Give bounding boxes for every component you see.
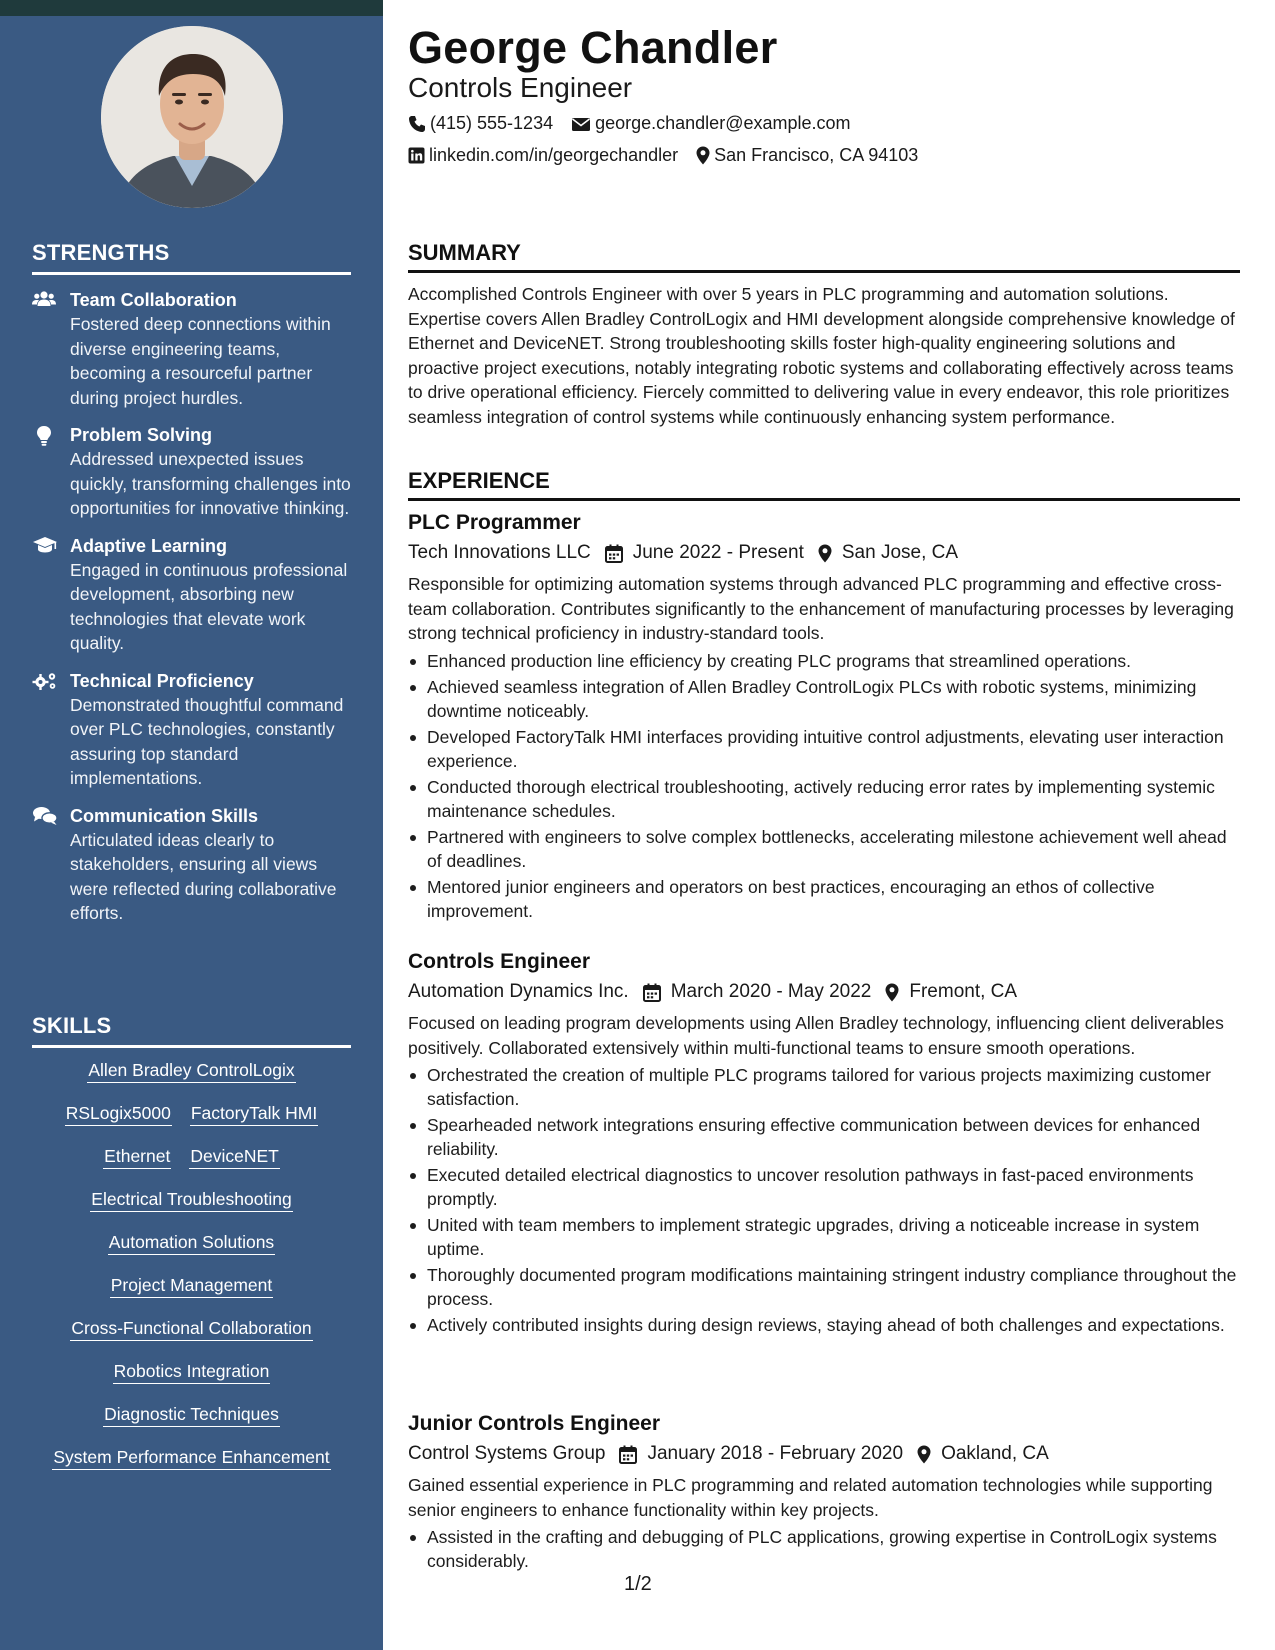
calendar-icon (643, 983, 661, 1002)
location-text: San Francisco, CA 94103 (714, 145, 919, 165)
sidebar (0, 0, 383, 1650)
email-text: george.chandler@example.com (595, 113, 851, 133)
strength-title: Communication Skills (70, 805, 259, 826)
job-dates (619, 1441, 903, 1467)
linkedin-text: linkedin.com/in/georgechandler (429, 145, 679, 165)
strength-title: Team Collaboration (70, 290, 237, 310)
job-dates-text: January 2018 - February 2020 (647, 1443, 904, 1464)
job-title: Controls Engineer (408, 950, 591, 973)
map-marker-icon (818, 544, 832, 563)
job-entry (408, 948, 1240, 1339)
job-bullet: Assisted in the crafting and debugging of PLC applications, growing expertise in ControlLogix systems considerably. (408, 1525, 1240, 1573)
contact-row (408, 145, 936, 166)
job-meta (408, 540, 1240, 566)
job-bullet: Actively contributed insights during design reviews, staying ahead of both challenges and expectations. (408, 1313, 1240, 1337)
job-bullet: Developed FactoryTalk HMI interfaces providing intuitive control adjustments, elevating user interaction experience. (408, 725, 1240, 773)
skill-tag: RSLogix5000 (65, 1103, 172, 1126)
job-entry (408, 509, 1240, 925)
strength-item (32, 534, 354, 656)
job-dates-text: March 2020 - May 2022 (670, 981, 872, 1002)
summary-heading: SUMMARY (408, 240, 1240, 273)
job-bullet: Thoroughly documented program modifications maintaining stringent industry compliance throughout the process. (408, 1263, 1240, 1311)
strengths-heading: STRENGTHS (32, 240, 351, 275)
contact-phone[interactable] (408, 113, 553, 134)
job-bullet: Achieved seamless integration of Allen Bradley ControlLogix PLCs with robotic systems, minimizing downtime noticeably. (408, 675, 1240, 723)
strength-item (32, 804, 354, 926)
job-dates (605, 540, 804, 566)
experience-heading: EXPERIENCE (408, 468, 1240, 501)
candidate-role: Controls Engineer (408, 72, 633, 103)
envelope-icon (571, 116, 591, 132)
users-icon (32, 288, 70, 410)
job-company: Tech Innovations LLC (408, 542, 591, 563)
strength-title: Adaptive Learning (70, 535, 228, 556)
strength-item (32, 423, 354, 521)
job-location (818, 540, 958, 566)
contact-location (696, 145, 918, 166)
job-dates-text: June 2022 - Present (632, 542, 804, 563)
map-marker-icon (917, 1445, 931, 1464)
job-bullets (408, 1063, 1240, 1337)
job-meta (408, 1441, 1240, 1467)
strength-description: Articulated ideas clearly to stakeholders, ensuring all views were reflected during collaborative efforts. (70, 829, 337, 923)
skill-tag: Electrical Troubleshooting (90, 1189, 292, 1212)
job-description: Responsible for optimizing automation systems through advanced PLC programming and effective cross-team collaboration. Contributes significantly to the enhancement of manufacturing processes by leveraging strong technical proficiency in industry-standard tools. (408, 574, 1234, 643)
skill-tag: Allen Bradley ControlLogix (87, 1060, 295, 1083)
calendar-icon (605, 544, 623, 563)
job-location (917, 1441, 1049, 1467)
skill-tag: Cross-Functional Collaboration (70, 1318, 312, 1341)
job-company: Control Systems Group (408, 1443, 606, 1464)
skill-tag: Automation Solutions (108, 1232, 275, 1255)
job-dates (643, 979, 872, 1005)
phone-icon (408, 115, 426, 133)
job-description: Focused on leading program developments using Allen Bradley technology, influencing client deliverables positively. Collaborated extensively within multi-functional teams to ensure smooth operations. (408, 1013, 1224, 1058)
contact-linkedin[interactable] (408, 145, 678, 166)
skill-tag: Ethernet (103, 1146, 171, 1169)
skill-tag: Robotics Integration (113, 1361, 271, 1384)
comments-icon (32, 804, 70, 926)
skills-heading: SKILLS (32, 1013, 351, 1048)
strength-title: Problem Solving (70, 425, 213, 445)
job-bullet: Spearheaded network integrations ensuring effective communication between devices for enhanced reliability. (408, 1113, 1240, 1161)
job-description: Gained essential experience in PLC programming and related automation technologies while supporting senior engineers to enhance functionality within key projects. (408, 1475, 1213, 1520)
job-bullet: United with team members to implement strategic upgrades, driving a noticeable increase in system uptime. (408, 1213, 1240, 1261)
graduation-cap-icon (32, 534, 70, 656)
gears-icon (32, 669, 70, 791)
strength-description: Addressed unexpected issues quickly, transforming challenges into opportunities for innovative thinking. (70, 449, 351, 518)
job-bullet: Conducted thorough electrical troubleshooting, actively reducing error rates by implementing systemic maintenance schedules. (408, 775, 1240, 823)
skill-tag: System Performance Enhancement (52, 1447, 330, 1470)
job-bullet: Partnered with engineers to solve complex bottlenecks, accelerating milestone achievement well ahead of deadlines. (408, 825, 1240, 873)
avatar (101, 26, 283, 208)
job-bullets (408, 1525, 1240, 1573)
strengths-list (32, 288, 354, 939)
strength-description: Fostered deep connections within diverse engineering teams, becoming a resourceful partner during project hurdles. (70, 314, 331, 408)
job-bullet: Orchestrated the creation of multiple PLC programs tailored for various projects maximizing customer satisfaction. (408, 1063, 1240, 1111)
map-marker-icon (696, 146, 710, 165)
job-bullet: Executed detailed electrical diagnostics to uncover resolution pathways in fast-paced environments promptly. (408, 1163, 1240, 1211)
job-title: Junior Controls Engineer (408, 1412, 661, 1435)
job-bullet: Enhanced production line efficiency by creating PLC programs that streamlined operations. (408, 649, 1240, 673)
lightbulb-icon (32, 423, 70, 521)
skills-list (32, 1060, 351, 1490)
skill-tag: Diagnostic Techniques (103, 1404, 280, 1427)
skill-tag: DeviceNET (189, 1146, 280, 1169)
contact-row (408, 113, 869, 134)
job-bullet: Mentored junior engineers and operators on best practices, encouraging an ethos of collective improvement. (408, 875, 1240, 923)
strength-title: Technical Proficiency (70, 670, 254, 691)
page-number: 1/2 (624, 1573, 652, 1595)
strength-item (32, 669, 354, 791)
skill-tag: FactoryTalk HMI (190, 1103, 318, 1126)
job-meta (408, 979, 1240, 1005)
job-bullets (408, 649, 1240, 923)
summary-text: Accomplished Controls Engineer with over 5 years in PLC programming and automation solutions. Expertise covers Allen Bradley ControlLogix and HMI development alongside comprehensive knowledge of Ethernet and DeviceNET. Strong troubleshooting skills foster high-quality engineering solutions and proactive project executions, notably integrating robotic systems and collaborating effectively across teams to drive operational efficiency. Fiercely committed to delivering value in every endeavor, this role prioritizes seamless integration of control systems while continuously enhancing system performance. (408, 284, 1235, 427)
linkedin-icon (408, 147, 425, 164)
job-company: Automation Dynamics Inc. (408, 981, 629, 1002)
strength-item (32, 288, 354, 410)
strength-description: Demonstrated thoughtful command over PLC technologies, constantly assuring top standard implementations. (70, 694, 344, 788)
job-title: PLC Programmer (408, 511, 581, 534)
calendar-icon (619, 1445, 637, 1464)
job-location-text: Oakland, CA (941, 1443, 1049, 1464)
job-location-text: Fremont, CA (909, 981, 1018, 1002)
skill-tag: Project Management (110, 1275, 273, 1298)
job-entry (408, 1410, 1240, 1575)
job-location (885, 979, 1017, 1005)
contact-email[interactable] (571, 113, 850, 134)
strength-description: Engaged in continuous professional development, absorbing new technologies that elevate work quality. (70, 559, 348, 653)
job-location-text: San Jose, CA (841, 542, 959, 563)
candidate-name: George Chandler (408, 22, 778, 73)
map-marker-icon (885, 983, 899, 1002)
phone-text: (415) 555-1234 (430, 113, 554, 133)
sidebar-top-band (0, 0, 383, 16)
